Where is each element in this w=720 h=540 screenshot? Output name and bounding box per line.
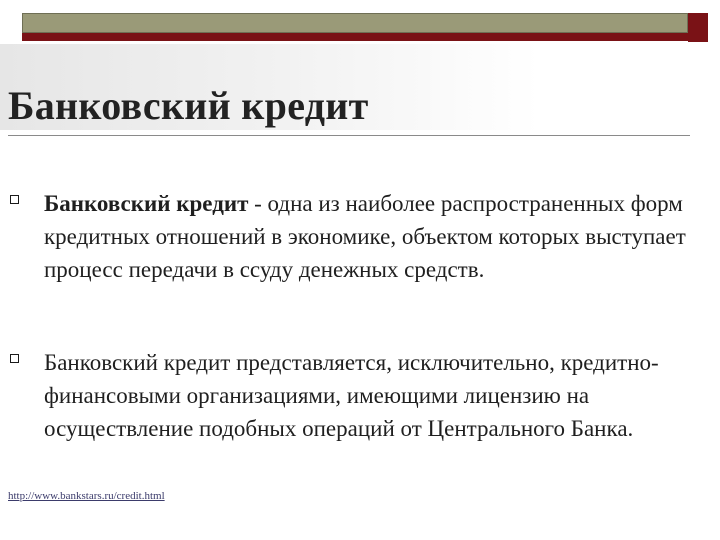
bullet-body: - одна из наиболее распространенных форм кредитных отношений в экономике, объектом которых выступает процесс передачи в ссуду денежных средств.: [44, 191, 686, 282]
corner-accent-square: [688, 13, 708, 42]
bullet-body: Банковский кредит представляется, исключительно, кредитно-финансовыми организациями, имеющими лицензию на осуществление подобных операций от Центрального Банка.: [44, 350, 659, 441]
top-maroon-stripe: [22, 33, 688, 41]
title-divider: [8, 135, 690, 136]
source-link[interactable]: http://www.bankstars.ru/credit.html: [8, 490, 165, 502]
slide-title: Банковский кредит: [8, 83, 369, 128]
square-bullet-icon: [10, 195, 19, 204]
bullet-text: [44, 187, 704, 286]
bullet-text: [44, 346, 704, 445]
top-olive-stripe: [22, 13, 688, 33]
bullet-term: Банковский кредит: [44, 191, 249, 216]
top-decor-bar: [22, 13, 690, 41]
square-bullet-icon: [10, 354, 19, 363]
